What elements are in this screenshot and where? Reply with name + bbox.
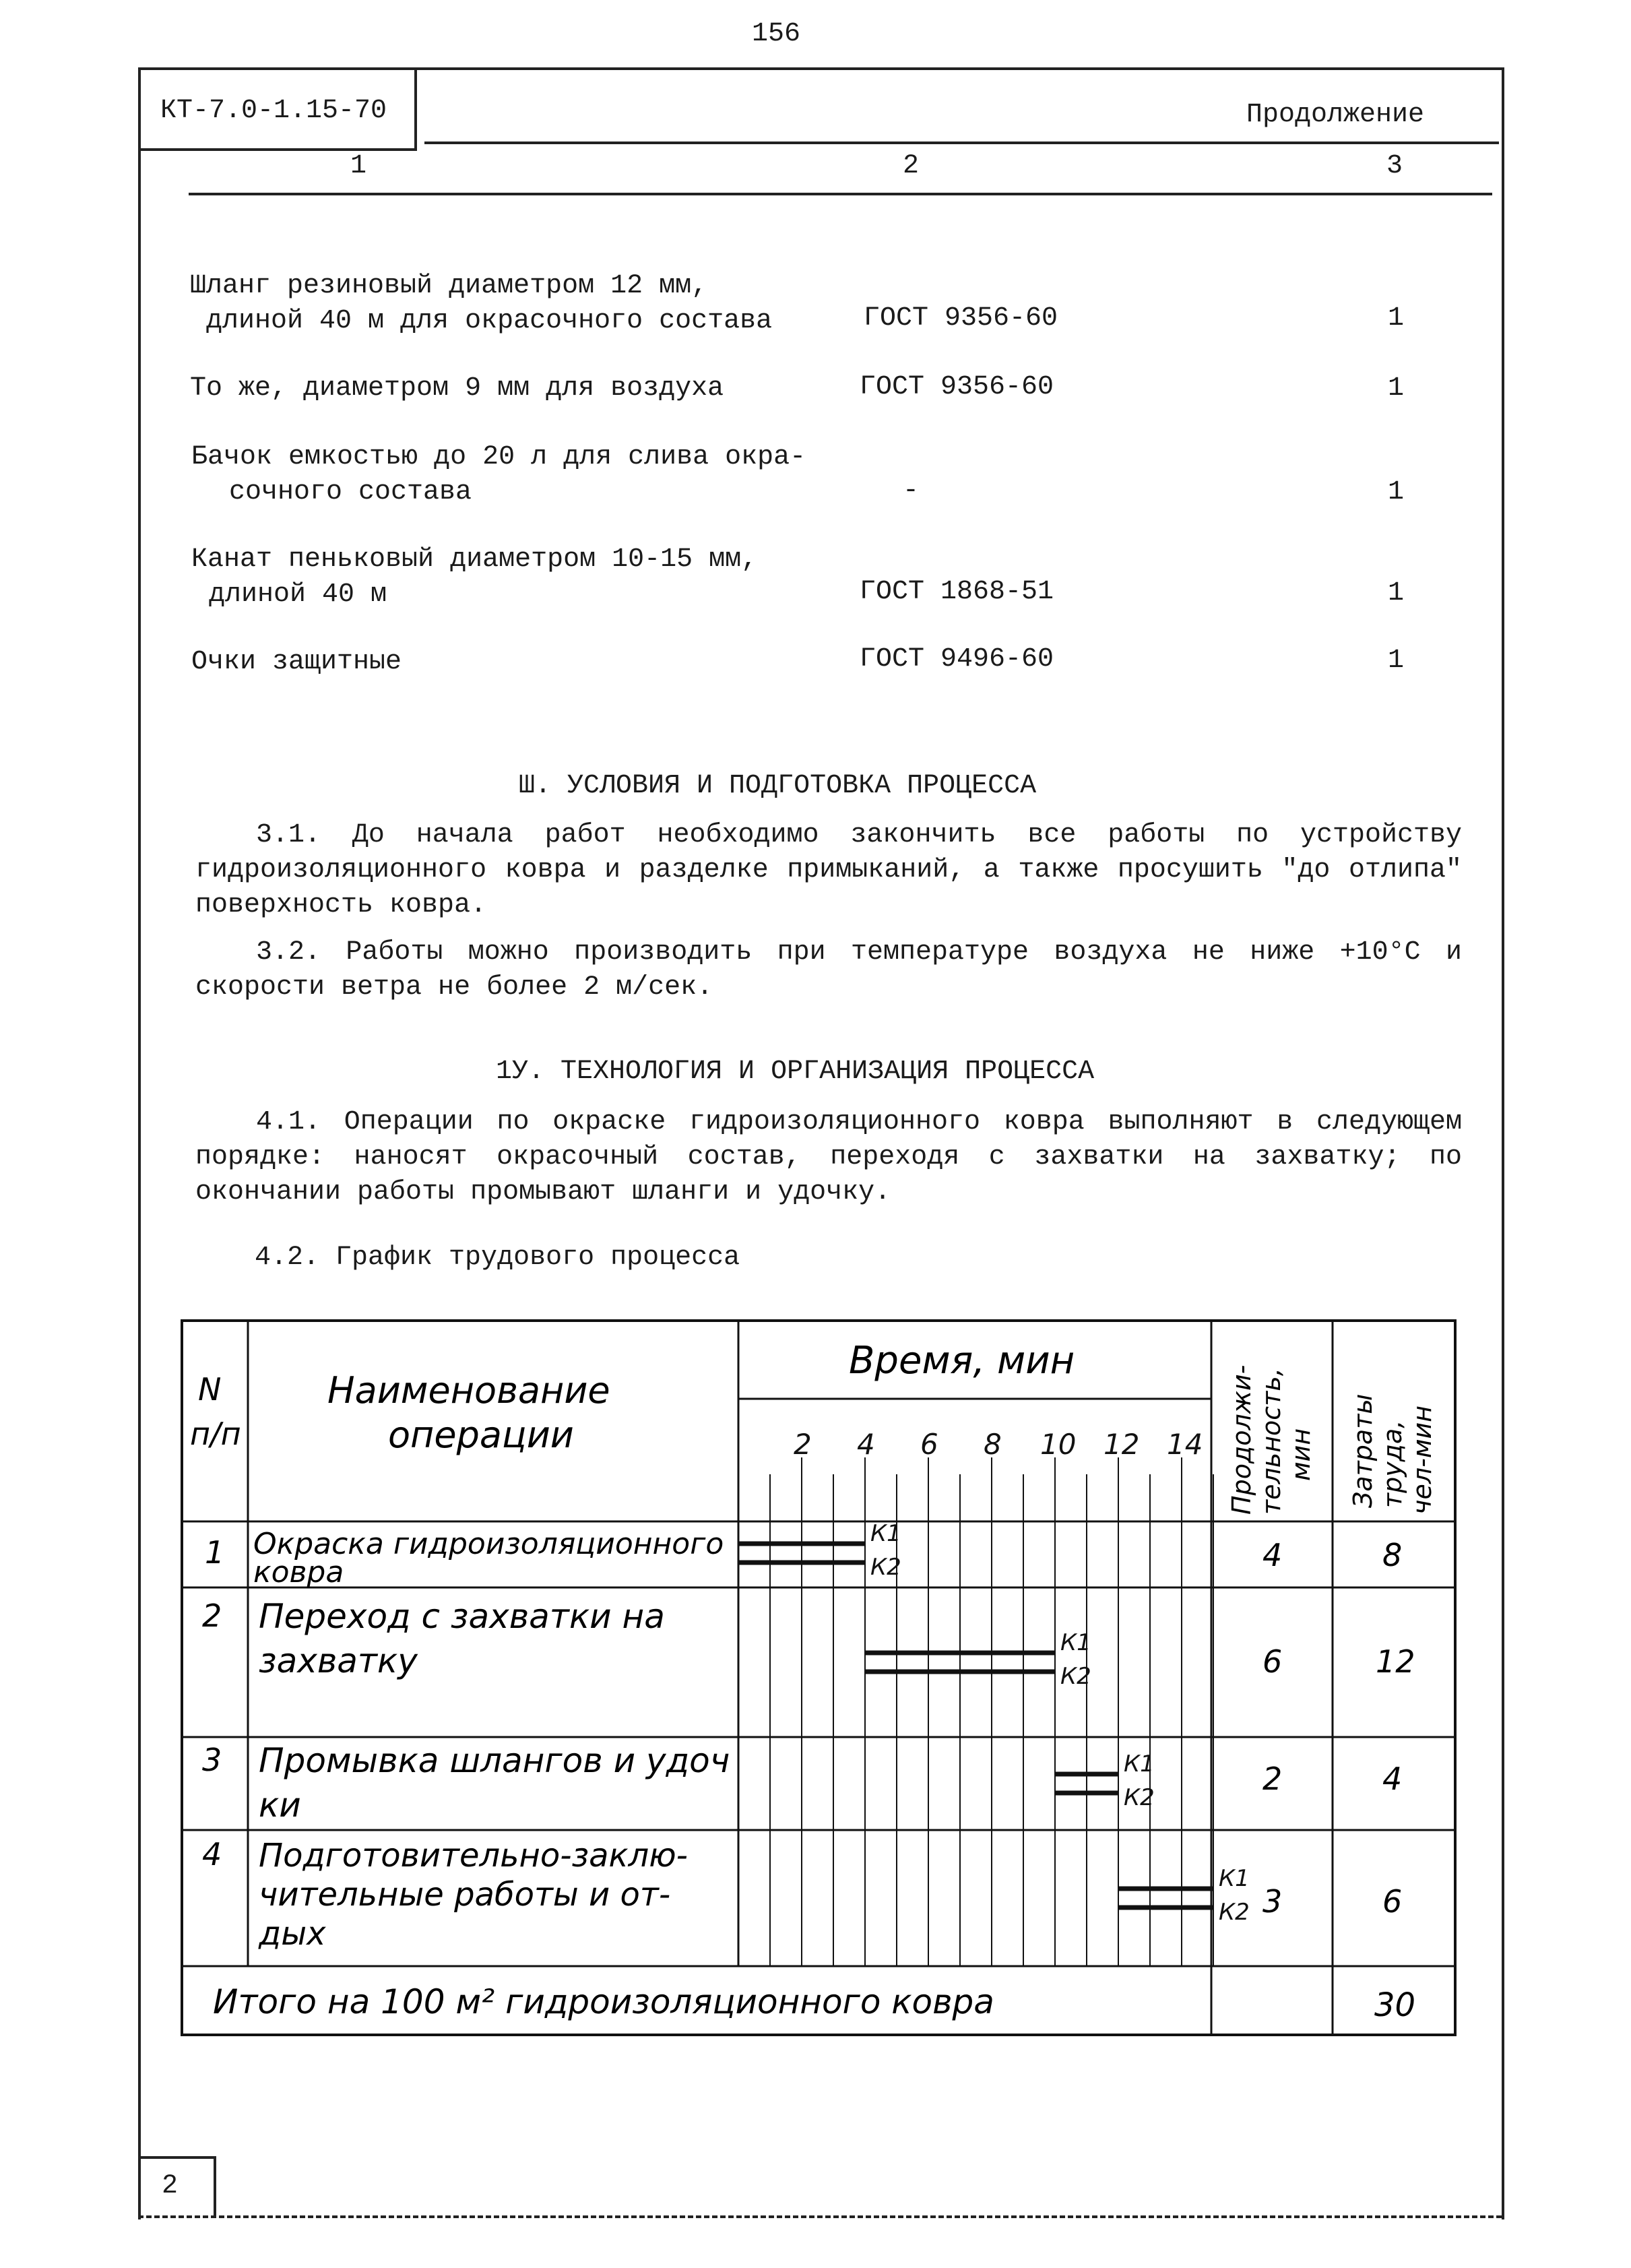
equipment-standard: ГОСТ 1868-51 [860,577,1054,607]
header-labor: Затраты [1348,1393,1378,1508]
row-name: Подготовительно-заклю- [259,1837,688,1875]
continuation-label: Продолжение [1246,100,1425,130]
page-frame-bottom [138,2215,1502,2218]
header-duration: Продолжи- [1227,1364,1256,1515]
total-value: 30 [1374,1986,1416,2024]
header-num-1: N [198,1371,222,1408]
equipment-name: Бачок емкостью до 20 л для слива окра- [191,442,806,472]
equipment-standard: ГОСТ 9356-60 [860,372,1054,402]
table-header-bottom-line [189,193,1492,195]
labor-process-chart [181,1319,1461,2040]
row-labor: 4 [1382,1761,1403,1797]
svg-text:чительные работы и от-: чительные работы и от- [259,1876,671,1914]
equipment-name: длиной 40 м для окрасочного состава [206,306,773,336]
equipment-qty: 1 [1388,373,1405,404]
paragraph-4-1: 4.1. Операции по окраске гидроизоляционного ковра выполняют в следующем порядке: наносят окрасочный состав, переходя с захватки на захватку; по окончании работы промывают шланги и удочку. [195,1107,1462,1207]
equipment-qty: 1 [1388,477,1405,507]
equipment-name: длиной 40 м [209,579,387,610]
paragraph-3-1: 3.1. До начала работ необходимо закончить все работы по устройству гидроизоляционного ковра и разделке примыканий, а также просушить "до отлипа" поверхность ковра. [195,820,1462,920]
worker-label: К2 [1219,1899,1250,1926]
paragraph-4-2: 4.2. График трудового процесса [255,1242,740,1273]
worker-label: К2 [1124,1784,1155,1811]
svg-text:мин: мин [1286,1428,1316,1481]
time-tick-label: 12 [1104,1428,1140,1461]
worker-label: К1 [1124,1751,1155,1777]
col-header-1: 1 [350,151,367,181]
equipment-name: Шланг резиновый диаметром 12 мм, [190,271,708,301]
row-num: 3 [202,1742,222,1778]
time-tick-label: 2 [794,1428,812,1461]
total-label: Итого на 100 м² гидроизоляционного ковра [213,1982,994,2021]
svg-text:захватку: захватку [259,1641,418,1680]
row-name: Окраска гидроизоляционного [253,1527,724,1561]
row-name: Промывка шлангов и удоч [259,1741,730,1780]
equipment-qty: 1 [1388,645,1405,676]
section-3-title: Ш. УСЛОВИЯ И ПОДГОТОВКА ПРОЦЕССА [519,771,1037,801]
worker-label: К2 [870,1554,901,1581]
time-tick-label: 4 [857,1428,875,1461]
worker-label: К1 [1219,1865,1250,1892]
header-num-2: п/п [190,1416,241,1452]
svg-text:чел-мин: чел-мин [1407,1405,1437,1515]
equipment-qty: 1 [1388,578,1405,608]
svg-text:ки: ки [259,1786,301,1825]
svg-text:труда,: труда, [1378,1420,1407,1508]
header-time: Время, мин [849,1339,1075,1383]
time-tick-label: 14 [1167,1428,1203,1461]
sheet-number: 2 [162,2171,179,2201]
equipment-standard: ГОСТ 9496-60 [860,644,1054,674]
section-4-title: 1У. ТЕХНОЛОГИЯ И ОРГАНИЗАЦИЯ ПРОЦЕССА [496,1057,1095,1087]
svg-text:тельность,: тельность, [1256,1368,1286,1515]
svg-text:дых: дых [259,1915,326,1953]
page-number: 156 [752,19,801,49]
row-num: 2 [202,1598,222,1634]
row-num: 4 [202,1836,222,1872]
worker-label: К2 [1060,1663,1091,1690]
row-duration: 6 [1262,1643,1283,1680]
equipment-name: То же, диаметром 9 мм для воздуха [190,373,724,404]
col-header-2: 2 [903,151,920,181]
row-labor: 8 [1382,1537,1403,1573]
paragraph-3-2: 3.2. Работы можно производить при температуре воздуха не ниже +10°С и скорости ветра не более 2 м/сек. [195,937,1462,1003]
row-labor: 6 [1382,1883,1403,1920]
equipment-name: Канат пеньковый диаметром 10-15 мм, [191,544,758,575]
svg-text:ковра: ковра [253,1555,344,1589]
row-duration: 4 [1262,1537,1283,1573]
equipment-name: сочного состава [229,477,472,507]
equipment-name: Очки защитные [191,647,402,677]
row-duration: 3 [1262,1883,1283,1920]
time-tick-label: 10 [1040,1428,1077,1461]
time-tick-label: 6 [920,1428,938,1461]
equipment-standard: - [903,476,920,506]
header-name-1: Наименование [327,1369,610,1412]
row-name: Переход с захватки на [259,1597,665,1636]
row-duration: 2 [1262,1761,1283,1797]
worker-label: К1 [870,1520,901,1547]
row-labor: 12 [1376,1643,1415,1680]
table-header-top-line [424,141,1499,144]
time-tick-label: 8 [984,1428,1002,1461]
worker-label: К1 [1060,1629,1091,1656]
document-code: КТ-7.0-1.15-70 [160,96,387,126]
equipment-standard: ГОСТ 9356-60 [864,303,1058,334]
col-header-3: 3 [1386,151,1403,181]
header-name-2: операции [388,1414,574,1456]
row-num: 1 [205,1534,225,1571]
equipment-qty: 1 [1388,303,1405,334]
